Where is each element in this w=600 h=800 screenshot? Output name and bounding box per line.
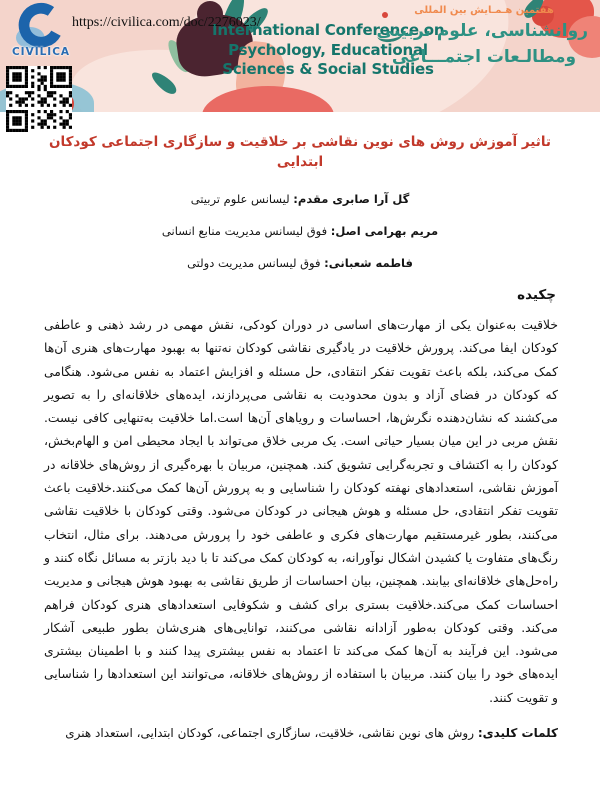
conference-title-en-line3: Sciences & Social Studies (222, 60, 434, 78)
keywords-label: کلمات کلیدی: (477, 726, 558, 741)
conference-title-en-line2: Psychology, Educational (228, 40, 428, 59)
conference-edition-fa: هفتمین هـمـایش بین المللی (414, 5, 554, 16)
civilica-logo-text: CIVILICA (11, 46, 71, 58)
abstract-heading: چکیده (517, 287, 556, 303)
author-affiliation: فوق لیسانس مدیریت دولتی (187, 256, 321, 270)
author-name: گل آرا صابری مقدم: (293, 192, 410, 206)
author-name: مریم بهرامی اصل: (330, 224, 439, 238)
author-row (40, 190, 560, 209)
abstract-section (44, 314, 558, 743)
author-row (40, 254, 560, 273)
author-affiliation: لیسانس علوم تربیتی (190, 192, 290, 206)
keywords-line (44, 724, 558, 743)
qr-code-svg (6, 66, 72, 132)
author-name: فاطمه شعبانی: (324, 256, 413, 270)
civilica-logo-icon (14, 2, 68, 52)
qr-code (6, 66, 72, 132)
abstract-text: خلاقیت به‌عنوان یکی از مهارت‌های اساسی در دوران کودکی، نقش مهمی در رشد ذهنی و عاطفی کودکان ایفا می‌کند. پرورش خلاقیت در یادگیری نقاشی کودکان نه‌تنها به بهبود مهارت‌های هنری آن‌ها کمک می‌کند، بلکه باعث تقویت تفکر انتقادی، حل مسئله و افزایش اعتماد به نفس می‌شود. هنگامی که کودکان در فضای آزاد و بدون محدودیت به نقاشی می‌پردازند، ایده‌های خلاقانه‌ای را به تصویر می‌کشند که نشان‌دهنده نگرش‌ها، احساسات و رویاهای آن‌ها است.اما خلاقیت به‌تنهایی کافی نیست. نقش مربی در این میان بسیار حیاتی است. یک مربی خلاق می‌تواند با ایجاد محیطی امن و الهام‌بخش، کودکان را به اکتشاف و تجربه‌گرایی تشویق کند. همچنین، مربیان با بهره‌گیری از روش‌های خلاقانه در آموزش نقاشی، استعدادهای نهفته کودکان را شناسایی و به پرورش آن‌ها کمک می‌کنند.خلاقیت باعث تقویت تفکر انتقادی، حل مسئله و هوش هیجانی در کودکان می‌شود. وقتی کودکان با خلاقیت نقاشی می‌کنند، بطور غیرمستقیم مهارت‌های فکری و عاطفی خود را پرورش می‌دهند. برای مثال، انتخاب رنگ‌های متفاوت یا کشیدن اشکال نوآورانه، به کودکان کمک می‌کند تا با دید بازتر به مسائل نگاه کنند و راه‌حل‌های خلاقانه‌ای بیابند. همچنین، بیان احساسات از طریق نقاشی به بهبود هوش هیجانی و مدیریت احساسات کمک می‌کند.خلاقیت بستری برای کشف و شکوفایی استعدادهای هنری کودکان فراهم می‌کند. وقتی کودکان به‌طور آزادانه نقاشی می‌کنند، توانایی‌های هنری‌شان بطور طبیعی آشکار می‌شود. این فرآیند به آن‌ها کمک می‌کند تا اعتماد به نفس بیشتری پیدا کنند و با اطمینان بیشتری ایده‌های خود را بیان کنند. مربیان با استفاده از روش‌های خلاقانه، می‌توانند این استعدادها را شناسایی و تقویت کنند. (44, 318, 558, 705)
conference-title-fa-line2: ومطالـعات اجتمـــاعی (391, 47, 577, 67)
conference-title-fa-line1: روانشناسی، علوم تربیتی (376, 21, 588, 41)
civilica-logo (4, 2, 78, 64)
author-row (40, 222, 560, 241)
authors-list (40, 190, 560, 286)
keywords-text: روش های نوین نقاشی، خلاقیت، سازگاری اجتماعی، کودکان ابتدایی، استعداد هنری (65, 726, 474, 741)
conference-title-fa (376, 5, 588, 70)
document-url-link[interactable]: https://civilica.com/doc/2276023/ (72, 15, 261, 30)
paper-title: تاثیر آموزش روش های نوین نقاشی بر خلاقیت و سازگاری اجتماعی کودکان ابتدایی (48, 134, 551, 171)
author-affiliation: فوق لیسانس مدیریت منابع انسانی (161, 224, 328, 238)
conference-title-en-line1: International Conference on (212, 21, 445, 39)
